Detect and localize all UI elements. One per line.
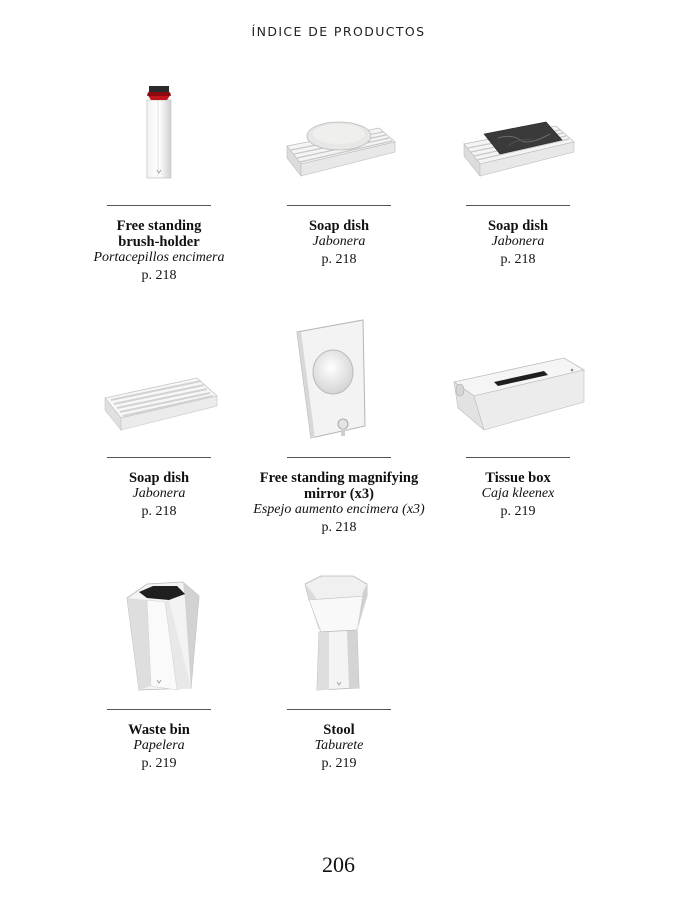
section-title: ÍNDICE DE PRODUCTOS (251, 24, 426, 39)
waste-bin-image (59, 570, 259, 700)
magnifying-mirror-image (239, 318, 439, 448)
divider-line (466, 457, 570, 458)
soap-dish-image (239, 66, 439, 196)
product-page-ref[interactable]: p. 219 (141, 756, 177, 771)
product-name-es: Jabonera (132, 486, 186, 501)
product-name-es: Caja kleenex (481, 486, 555, 501)
tissue-box-image (418, 318, 618, 448)
brush-holder-image (59, 66, 259, 196)
divider-line (107, 457, 211, 458)
divider-line (287, 205, 391, 206)
product-page-ref[interactable]: p. 218 (141, 504, 177, 519)
divider-line (287, 709, 391, 710)
product-name: Soap dish (128, 470, 190, 486)
divider-line (466, 205, 570, 206)
product-caption (219, 722, 459, 772)
product-name: Soap dish (308, 218, 370, 234)
divider-line (107, 709, 211, 710)
product-name: Stool (323, 722, 355, 738)
product-name: Tissue box (485, 470, 551, 486)
product-page-ref[interactable]: p. 219 (321, 756, 357, 771)
product-name: Free standing brush-holder (116, 218, 202, 250)
product-name: Waste bin (128, 722, 190, 738)
product-page-ref[interactable]: p. 219 (500, 504, 536, 519)
product-name-es: Portacepillos encimera (93, 250, 225, 265)
product-caption (398, 470, 638, 520)
product-name-es: Jabonera (312, 234, 366, 249)
product-name: Soap dish (487, 218, 549, 234)
product-page-ref[interactable]: p. 218 (141, 268, 177, 283)
product-page-ref[interactable]: p. 218 (321, 520, 357, 535)
product-name-es: Jabonera (491, 234, 545, 249)
divider-line (287, 457, 391, 458)
product-page-ref[interactable]: p. 218 (500, 252, 536, 267)
soap-dish-clear-image (59, 318, 259, 448)
product-name-es: Papelera (133, 738, 185, 753)
product-name: Free standing magnifying mirror (x3) (259, 470, 419, 502)
product-caption (398, 218, 638, 268)
product-name-es: Espejo aumento encimera (x3) (253, 502, 425, 517)
product-name-es: Taburete (314, 738, 364, 753)
divider-line (107, 205, 211, 206)
soap-dish-marble-image (418, 66, 618, 196)
product-page-ref[interactable]: p. 218 (321, 252, 357, 267)
stool-image (239, 570, 439, 700)
page-number: 206 (322, 852, 355, 877)
